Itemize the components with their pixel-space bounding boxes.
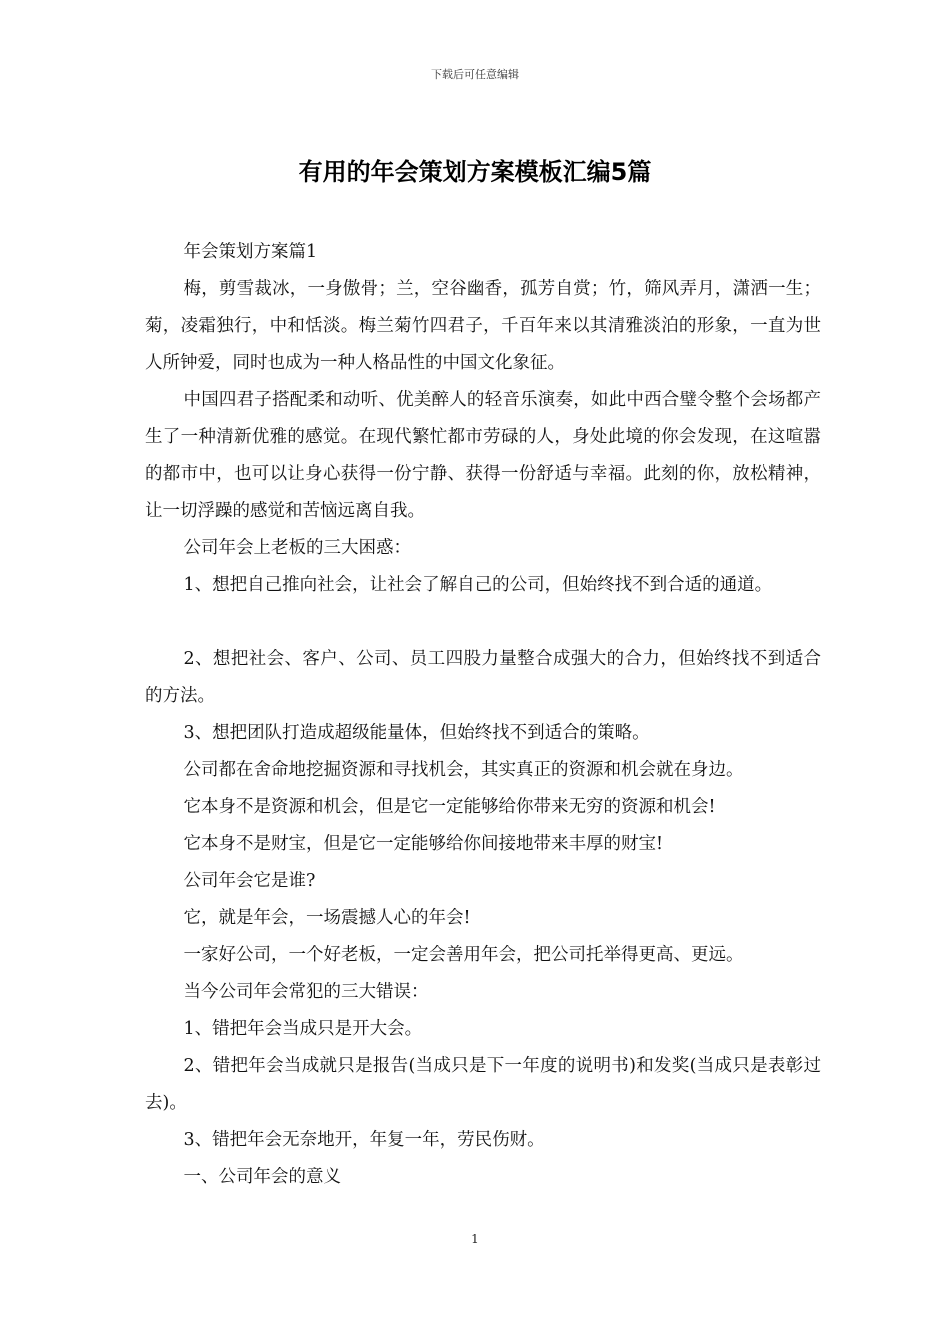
page-number: 1: [471, 1232, 479, 1246]
paragraph: 一家好公司，一个好老板，一定会善用年会，把公司托举得更高、更远。: [183, 945, 744, 965]
section-heading: 年会策划方案篇1: [183, 242, 318, 262]
document-title: 有用的年会策划方案模板汇编5篇: [298, 158, 652, 186]
paragraph: 公司年会上老板的三大困惑：: [183, 538, 411, 558]
list-item: 3、错把年会无奈地开，年复一年，劳民伤财。: [183, 1130, 545, 1150]
list-item: 3、想把团队打造成超级能量体，但始终找不到适合的策略。: [183, 723, 650, 743]
paragraph: 当今公司年会常犯的三大错误：: [183, 982, 429, 1002]
paragraph: 梅，剪雪裁冰，一身傲骨；兰，空谷幽香，孤芳自赏；竹，筛风弄月，潇洒一生；菊，凌霜独行，中和恬淡。梅兰菊竹四君子，千百年来以其清雅淡泊的形象，一直为世人所钟爱，同时也成为一种人格品性的中国文化象征。: [145, 279, 821, 373]
paragraph: 它，就是年会，一场震撼人心的年会!: [183, 908, 471, 928]
section-heading: 一、公司年会的意义: [183, 1167, 341, 1187]
list-item: 1、错把年会当成只是开大会。: [183, 1019, 423, 1039]
paragraph: 它本身不是资源和机会，但是它一定能够给你带来无穷的资源和机会!: [183, 797, 716, 817]
paragraph: 公司年会它是谁?: [183, 871, 316, 891]
paragraph: 中国四君子搭配柔和动听、优美醉人的轻音乐演奏，如此中西合璧令整个会场都产生了一种清新优雅的感觉。在现代繁忙都市劳碌的人，身处此境的你会发现，在这喧嚣的都市中，也可以让身心获得一份宁静、获得一份舒适与幸福。此刻的你，放松精神，让一切浮躁的感觉和苦恼远离自我。: [145, 390, 821, 521]
list-item: 2、想把社会、客户、公司、员工四股力量整合成强大的合力，但始终找不到适合的方法。: [145, 649, 821, 706]
document-body: [145, 234, 821, 1196]
paragraph: 公司都在舍命地挖掘资源和寻找机会，其实真正的资源和机会就在身边。: [183, 760, 744, 780]
paragraph: 它本身不是财宝，但是它一定能够给你间接地带来丰厚的财宝!: [183, 834, 664, 854]
list-item: 2、错把年会当成就只是报告(当成只是下一年度的说明书)和发奖(当成只是表彰过去)。: [145, 1056, 821, 1113]
list-item: 1、想把自己推向社会，让社会了解自己的公司，但始终找不到合适的通道。: [183, 575, 773, 595]
page-header-note: 下载后可任意编辑: [431, 68, 519, 81]
